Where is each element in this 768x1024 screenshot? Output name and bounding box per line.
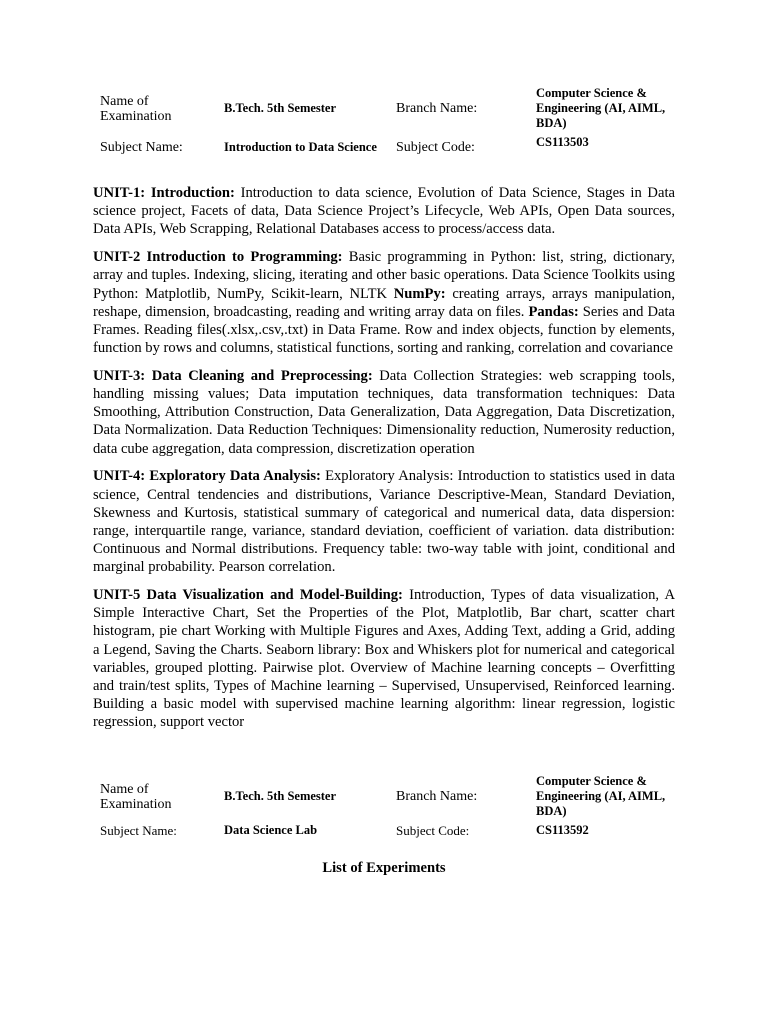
subject-label: Subject Name: bbox=[100, 139, 183, 155]
subject-value: Introduction to Data Science bbox=[224, 139, 377, 154]
exam-value: B.Tech. 5th Semester bbox=[224, 789, 337, 803]
code-value: CS113503 bbox=[536, 135, 589, 149]
unit-paragraph bbox=[93, 586, 675, 732]
unit-keyword: NumPy: bbox=[393, 285, 446, 302]
unit-text: Data Collection Strategies: web scrapping tools, handling missing values; Data imputation techniques, data transformation techniques: Data Smoothing, Attribution Construction, Data Generalization, Data Aggregation, Data Discretization, Data Normalization. Data Reduction Techniques: Dimensionality reduction, Numerosity reduction, data cube aggregation, data compression, discretization operation bbox=[93, 367, 675, 457]
exam-label: Name of Examination bbox=[100, 781, 172, 812]
unit-heading: UNIT-5 Data Visualization and Model-Building: bbox=[93, 587, 403, 604]
unit-heading: UNIT-4: Exploratory Data Analysis: bbox=[93, 468, 321, 485]
branch-value: Computer Science & Engineering (AI, AIML, BDA) bbox=[536, 86, 666, 130]
exam-label: Name of Examination bbox=[100, 93, 172, 124]
branch-label: Branch Name: bbox=[396, 789, 478, 804]
unit-paragraph bbox=[93, 248, 675, 357]
unit-text: Exploratory Analysis: Introduction to statistics used in data science, Central tendencies and distributions, Variance Descriptive-Mean, Standard Deviation, Skewness and Kurtosis, statistical summary of categorical and numerical data, data dispersion: range, interquartile range, variance, standard deviation, coefficient of variation. data distribution: Continuous and Normal distributions. Frequency table: two-way table with joint, conditional and marginal probability. Pearson correlation. bbox=[93, 468, 675, 576]
branch-label: Branch Name: bbox=[396, 101, 478, 116]
unit-heading: UNIT-2 Introduction to Programming: bbox=[93, 249, 343, 266]
unit-keyword: Pandas: bbox=[528, 303, 579, 320]
unit-text: creating arrays, arrays manipulation, reshape, dimension, broadcasting, reading and writing array data on files. bbox=[93, 285, 675, 320]
syllabus-units bbox=[93, 184, 675, 741]
lab-header-table bbox=[94, 774, 680, 841]
exam-value: B.Tech. 5th Semester bbox=[224, 101, 337, 115]
unit-text: Introduction to data science, Evolution of Data Science, Stages in Data science project, Facets of data, Data Science Project’s Lifecycle, Web APIs, Open Data sources, Data APIs, Web Scrapping, Relational Databases access to process/access data. bbox=[93, 185, 675, 238]
unit-paragraph bbox=[93, 184, 675, 239]
unit-paragraph bbox=[93, 467, 675, 576]
unit-heading: UNIT-1: Introduction: bbox=[93, 185, 235, 201]
unit-text: Introduction, Types of data visualization, A Simple Interactive Chart, Set the Properties of the Plot, Matplotlib, Bar chart, scatter chart histogram, pie chart Working with Multiple Figures and Axes, Adding Text, adding a Grid, adding a Legend, Saving the Charts. Seaborn library: Box and Whiskers plot for numerical and categorical variables, grouped plotting. Pairwise plot. Overview of Machine learning concepts – Overfitting and train/test splits, Types of Machine learning – Supervised, Unsupervised, Reinforced learning. Building a basic model with supervised machine learning algorithm: linear regression, logistic regression, support vector bbox=[93, 587, 675, 731]
branch-value: Computer Science & Engineering (AI, AIML, BDA) bbox=[536, 774, 666, 818]
unit-heading: UNIT-3: Data Cleaning and Preprocessing: bbox=[93, 367, 373, 384]
code-label: Subject Code: bbox=[396, 822, 470, 838]
subject-label: Subject Name: bbox=[100, 822, 177, 838]
unit-paragraph bbox=[93, 367, 675, 458]
course-header-table bbox=[94, 86, 680, 163]
code-label: Subject Code: bbox=[396, 139, 475, 155]
list-of-experiments-heading: List of Experiments bbox=[322, 860, 446, 876]
subject-value: Data Science Lab bbox=[224, 822, 318, 837]
unit-text: Series and Data Frames. Reading files(.xlsx,.csv,.txt) in Data Frame. Row and index objects, function by elements, function by rows and columns, statistical functions, sorting and ranking, correlation and covariance bbox=[93, 303, 675, 357]
unit-text: Basic programming in Python: list, string, dictionary, array and tuples. Indexing, slicing, iterating and other basic operations. Data Science Toolkits using Python: Matplotlib, NumPy, Scikit-learn, NLTK bbox=[93, 249, 675, 302]
code-value: CS113592 bbox=[536, 822, 589, 837]
